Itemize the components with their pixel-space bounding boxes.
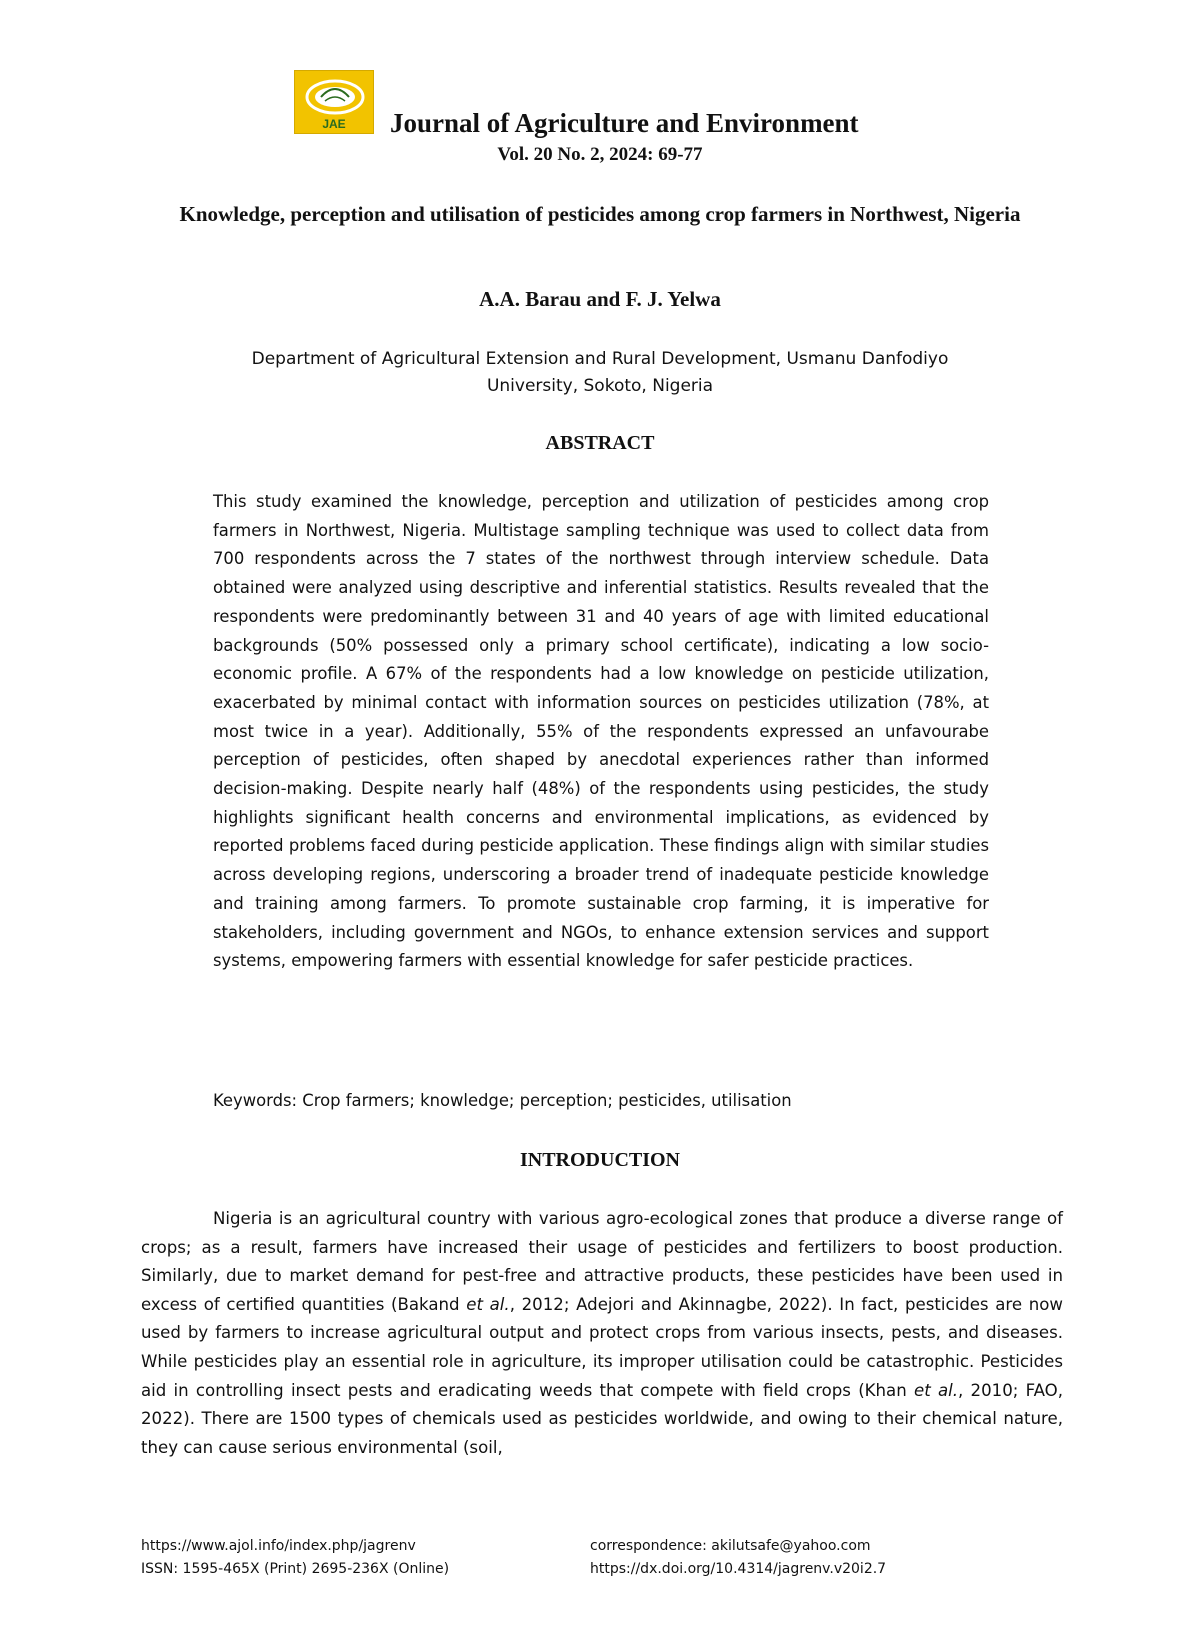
journal-volume: Vol. 20 No. 2, 2024: 69-77 — [497, 144, 703, 165]
footer-right — [590, 1535, 886, 1581]
affiliation: Department of Agricultural Extension and Rural Development, Usmanu Danfodiyo University, Sokoto, Nigeria — [251, 349, 949, 396]
footer-doi-link[interactable]: https://dx.doi.org/10.4314/jagrenv.v20i2.7 — [590, 1561, 887, 1577]
abstract-text: This study examined the knowledge, perception and utilization of pesticides among crop farmers in Northwest, Nigeria. Multistage sampling technique was used to collect data from 700 respondents across the 7 states of the northwest through interview schedule. Data obtained were analyzed using descriptive and inferential statistics. Results revealed that the respondents were predominantly between 31 and 40 years of age with limited educational backgrounds (50% possessed only a primary school certificate), indicating a low socio-economic profile. A 67% of the respondents had a low knowledge on pesticide utilization, exacerbated by minimal contact with information sources on pesticides utilization (78%, at most twice in a year). Additionally, 55% of the respondents expressed an unfavourabe perception of pesticides, often shaped by anecdotal experiences rather than informed decision-making. Despite nearly half (48%) of the respondents using pesticides, the study highlights significant health concerns and environmental implications, as evidenced by reported problems faced during pesticide application. These findings align with similar studies across developing regions, underscoring a broader trend of inadequate pesticide knowledge and training among farmers. To promote sustainable crop farming, it is imperative for stakeholders, including government and NGOs, to enhance extension services and support systems, empowering farmers with essential knowledge for safer pesticide practices. — [213, 492, 989, 971]
footer-left — [141, 1535, 449, 1581]
journal-title: Journal of Agriculture and Environment — [390, 108, 859, 138]
intro-text-3: , 2010; FAO, 2022). There are 1500 types of chemicals used as pesticides worldwide, and owing to their chemical nature, they can cause serious environmental (soil, — [141, 1380, 1064, 1457]
logo-text: JAE — [322, 117, 346, 131]
intro-etal-1: et al. — [466, 1294, 510, 1314]
footer-issn: ISSN: 1595-465X (Print) 2695-236X (Online) — [141, 1561, 450, 1577]
keywords-text: Crop farmers; knowledge; perception; pesticides, utilisation — [297, 1091, 792, 1110]
authors: A.A. Barau and F. J. Yelwa — [479, 287, 721, 311]
footer-url-link[interactable]: https://www.ajol.info/index.php/jagrenv — [141, 1538, 416, 1554]
introduction-heading: INTRODUCTION — [519, 1149, 681, 1171]
introduction-paragraph — [141, 1205, 1063, 1462]
journal-logo — [294, 70, 374, 134]
intro-text-2: , 2012; Adejori and Akinnagbe, 2022). In fact, pesticides are now used by farmers to increase agricultural output and protect crops from various insects, pests, and diseases. While pesticides play an essential role in agriculture, its improper utilisation could be catastrophic. Pesticides aid in controlling insect pests and eradicating weeds that compete with field crops (Khan — [141, 1294, 1063, 1400]
intro-text-1: Nigeria is an agricultural country with various agro-ecological zones that produce a diverse range of crops; as a result, farmers have increased their usage of pesticides and fertilizers to boost production. Similarly, due to market demand for pest-free and attractive products, these pesticides have been used in excess of certified quantities (Bakand — [141, 1209, 1063, 1314]
keywords — [213, 1091, 1013, 1110]
keywords-label: Keywords: — [213, 1091, 298, 1110]
paper-title: Knowledge, perception and utilisation of pesticides among crop farmers in Northwest, Nigeria — [179, 202, 1021, 226]
intro-etal-2: et al. — [914, 1380, 959, 1400]
footer-correspondence[interactable]: correspondence: akilutsafe@yahoo.com — [590, 1538, 871, 1554]
abstract-heading: ABSTRACT — [545, 432, 655, 454]
